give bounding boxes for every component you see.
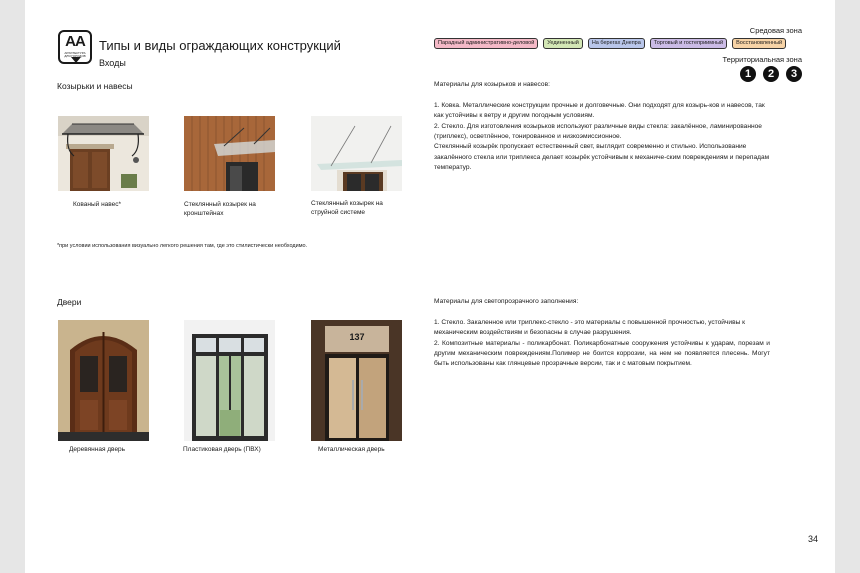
logo-subtext: АРХИТЕКТУРА ДЛЯ ГОРОДОВ xyxy=(64,51,86,58)
door-caption-2: Пластиковая дверь (ПВХ) xyxy=(183,446,261,453)
glass-canopy-tension-rods-photo xyxy=(311,116,402,191)
canopies-heading: Козырьки и навесы xyxy=(57,81,133,91)
glass-canopy-brackets-photo xyxy=(184,116,275,191)
door-materials-title: Материалы для светопрозрачного заполнения: xyxy=(434,298,579,305)
logo-triangle-icon xyxy=(71,57,81,63)
door-materials-text xyxy=(434,297,770,370)
canopy-caption-1: Кованый навес* xyxy=(73,201,122,208)
building-number-text: 137 xyxy=(349,332,365,342)
pvc-door-photo xyxy=(184,320,275,441)
canopy-materials-paragraph: 1. Ковка. Металлические конструкции прочные и долговечные. Они подходят для козырь-ков и навесов, так как устойчивы к ветру и другим погодным условиям. xyxy=(434,101,765,120)
environment-zone-label: Средовая зона xyxy=(749,26,802,35)
zone-tag: Торговый и гостеприимный xyxy=(650,38,727,49)
zone-tag: На берегах Днепра xyxy=(588,38,645,49)
page-title: Типы и виды ограждающих конструкций xyxy=(99,38,341,53)
footnote: *при условии использования визуально легкого решения там, где это стилистически необходимо. xyxy=(57,243,308,249)
zone-tag: Восстановленный xyxy=(732,38,786,49)
wooden-door-photo xyxy=(58,320,149,441)
zone-tag: Парадный административно-деловой xyxy=(434,38,538,49)
zone-tag: Уединенный xyxy=(543,38,583,49)
door-materials-paragraph: 2. Композитные материалы - поликарбонат. Поликарбонатные сооружения устойчивы к ударам, порезам и другим механическим повреждениям.Полимер не боится коррозии, на нем не появляется плесень. Могут быть использованы как глянцевые прозрачные версии, так и с матовым покрытием. xyxy=(434,339,770,368)
door-materials-paragraph: 1. Стекло. Закаленное или триплекс-стекло - это материалы с повышенной прочностью, устойчивы к механическим воздействиям и безопасны в случае разрушения. xyxy=(434,318,746,337)
logo-letters: AA xyxy=(65,33,85,50)
zone-number-badge: 3 xyxy=(786,66,802,82)
doors-heading: Двери xyxy=(57,297,82,307)
canopy-caption-3: Стеклянный козырек на струйной системе xyxy=(311,200,383,216)
canopy-caption-2: Стеклянный козырек на кронштейнах xyxy=(184,201,256,217)
door-caption-1: Деревянная дверь xyxy=(69,446,126,453)
wrought-iron-canopy-photo xyxy=(58,116,149,191)
door-caption-3: Металлическая дверь xyxy=(318,446,385,453)
canopy-materials-title: Материалы для козырьков и навесов: xyxy=(434,81,550,88)
zone-number-badge: 2 xyxy=(763,66,779,82)
metal-door-photo xyxy=(311,320,402,441)
zone-tags xyxy=(434,38,786,49)
canopy-materials-paragraph: 2. Стекло. Для изготовления козырьков используют различные виды стекла: закалённое, ламинированное (триплекс), осветлённое, тонированное и низкоэмиссионное. xyxy=(434,122,762,141)
zone-number-badge: 1 xyxy=(740,66,756,82)
page-subtitle: Входы xyxy=(99,58,126,68)
canopy-materials-text xyxy=(434,80,770,174)
logo xyxy=(58,30,92,64)
canopy-materials-paragraph: Стеклянный козырёк пропускает естественный свет, выглядит современно и стильно. Использование закалённого стекла или триплекса делает козырёк устойчивым к механиче-ским повреждениям и перепадам температур. xyxy=(434,143,770,172)
territorial-zone-label: Территориальная зона xyxy=(722,55,802,64)
document-page xyxy=(25,0,835,573)
page-number: 34 xyxy=(807,534,818,544)
